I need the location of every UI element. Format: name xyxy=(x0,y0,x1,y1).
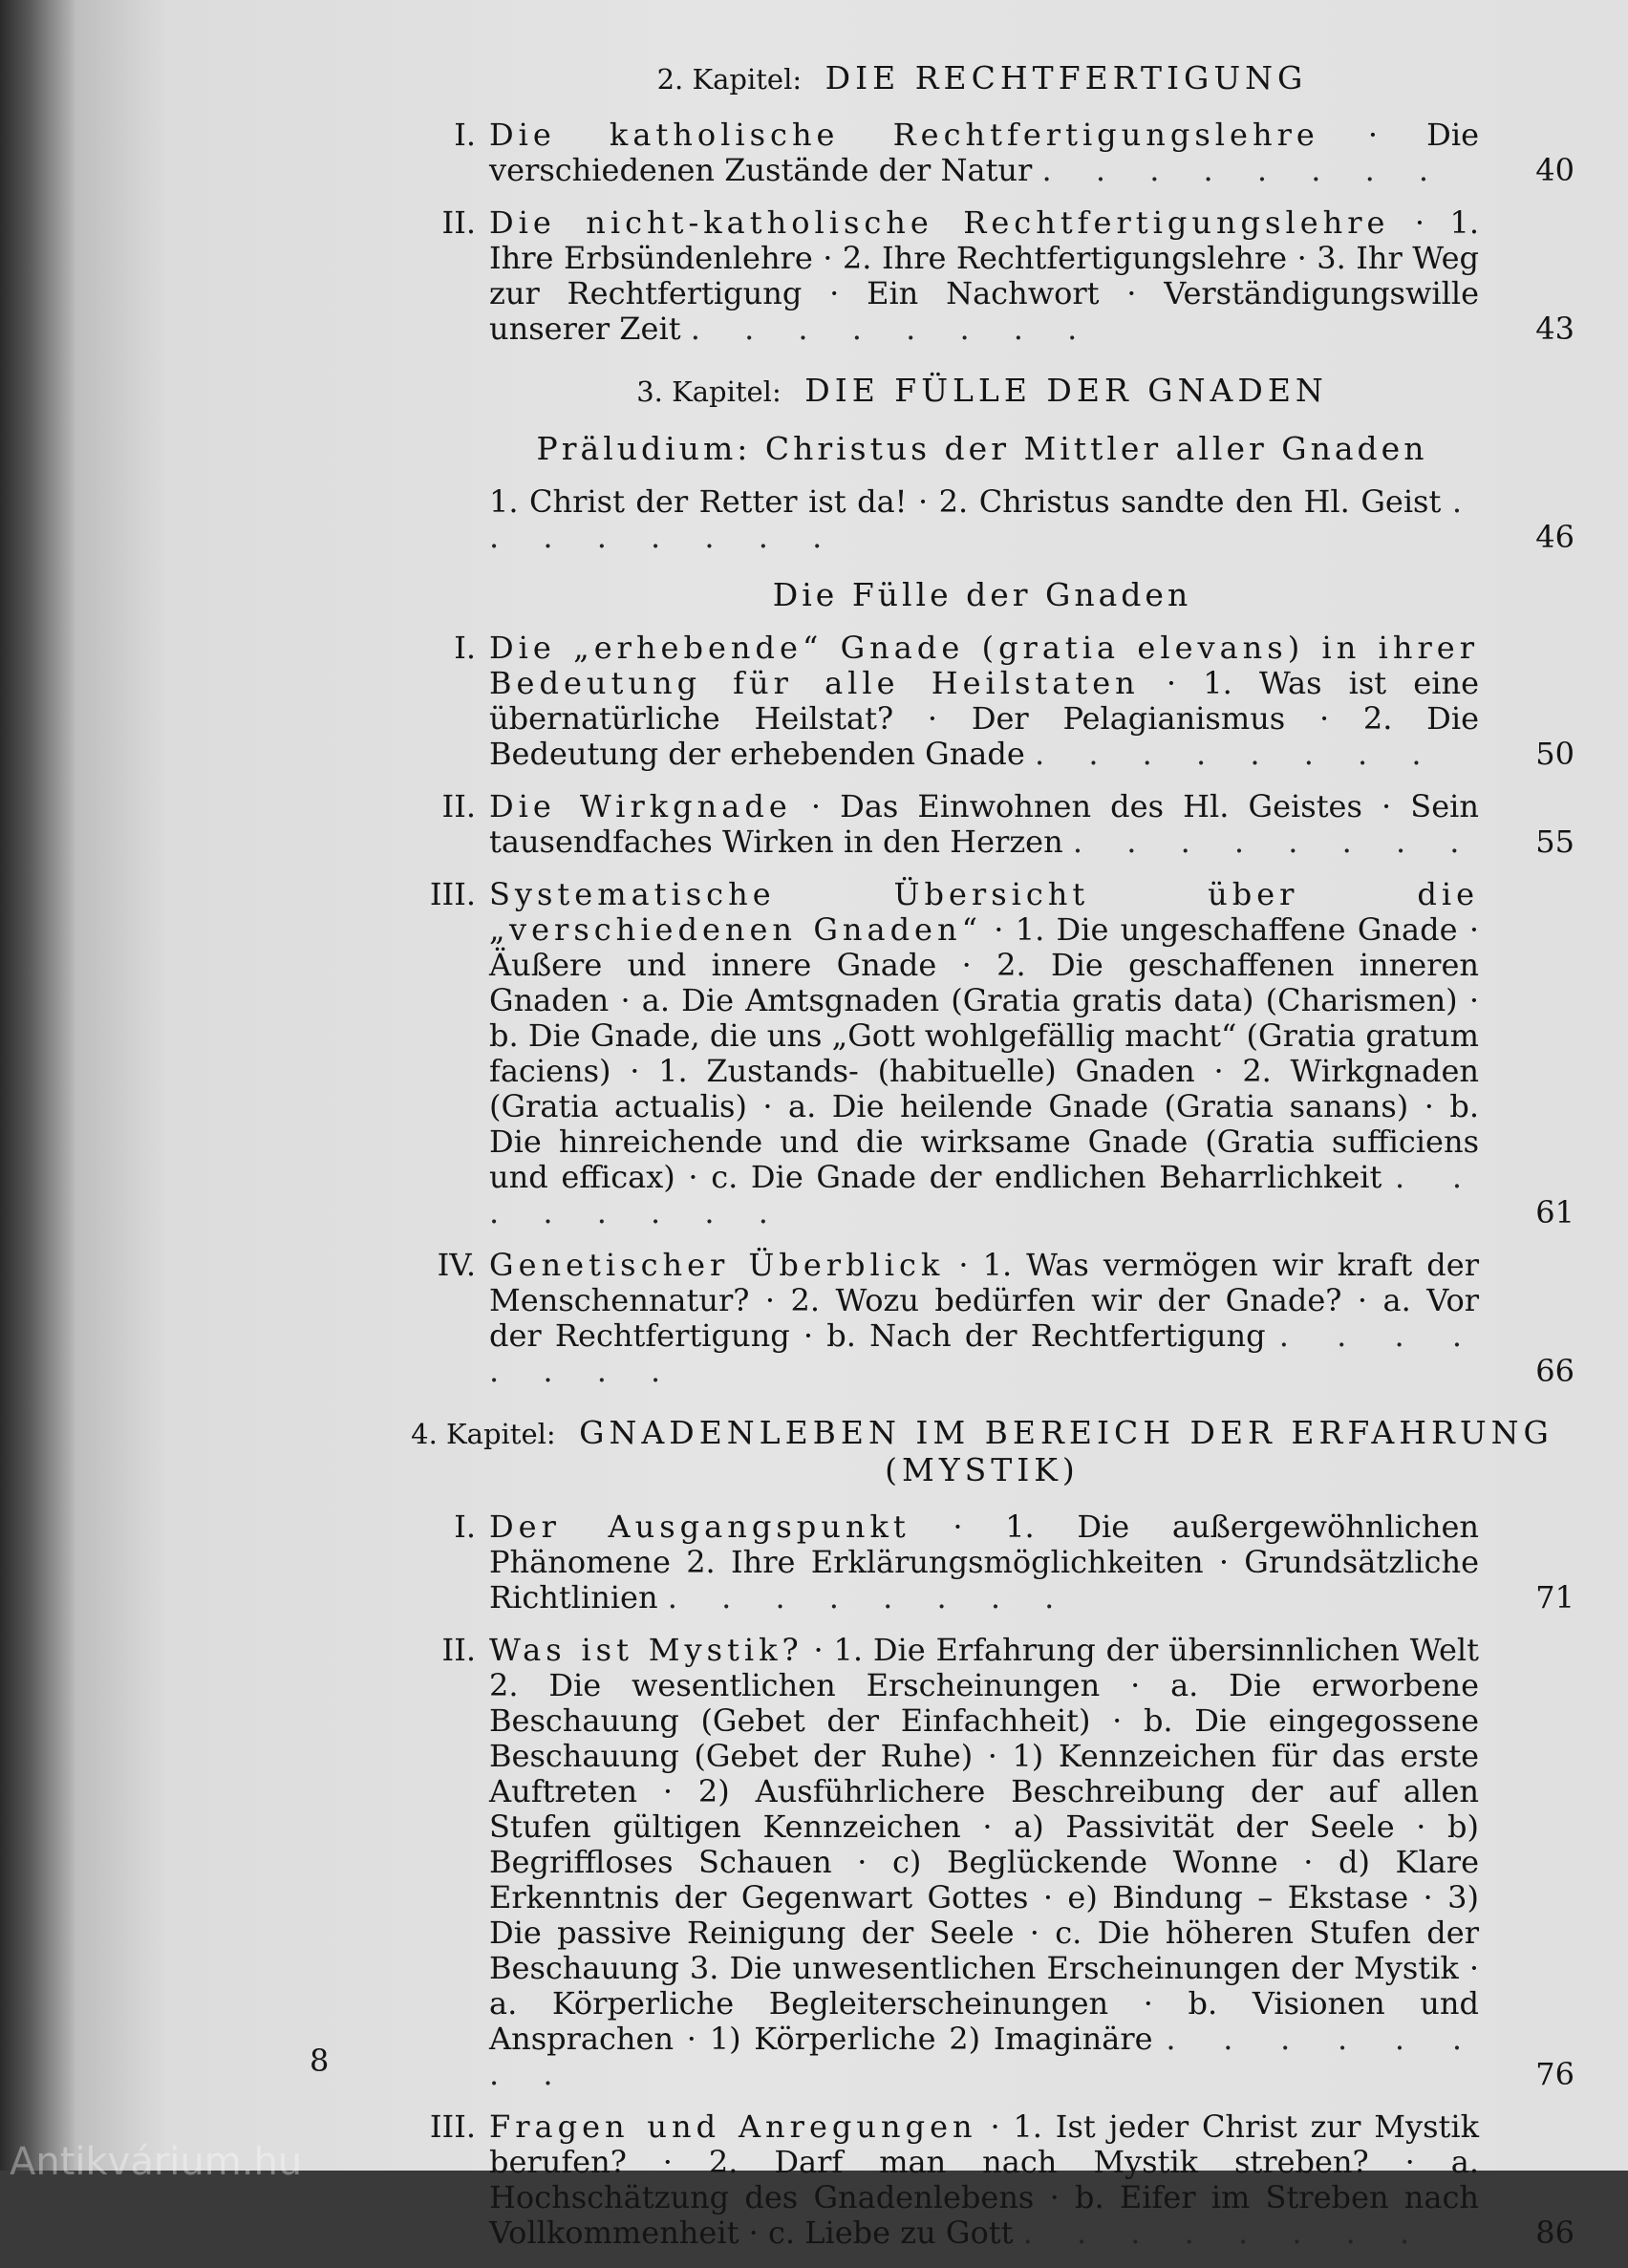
chapter-label: 2. Kapitel: xyxy=(656,63,803,96)
entry-text xyxy=(489,205,1479,347)
prelude-entries xyxy=(332,484,1574,555)
entry-page: 66 xyxy=(1535,1353,1574,1389)
leader-dots: . . . . . . . . xyxy=(1041,152,1446,188)
chapter-heading xyxy=(332,1414,1574,1488)
entry-page: 43 xyxy=(1535,310,1574,347)
entry-text xyxy=(489,789,1479,860)
entry-description: 1. Christ der Retter ist da! · 2. Christus sandte den Hl. Geist xyxy=(489,483,1442,520)
leader-dots: . . . . . . . . xyxy=(1072,824,1477,860)
entry-number: II. xyxy=(441,204,476,241)
chapter-entries xyxy=(332,118,1574,347)
toc-entry xyxy=(332,484,1574,555)
chapter-label: 3. Kapitel: xyxy=(636,375,782,408)
chapter-title: DIE FÜLLE DER GNADEN xyxy=(804,372,1328,409)
entry-description: · 1. Was ist eine übernatürliche Heilstat? · Der Pelagianismus · 2. Die Bedeutung der erhebenden Gnade xyxy=(489,665,1480,772)
watermark: Antikvárium.hu xyxy=(10,2140,303,2184)
entry-page: 40 xyxy=(1535,152,1574,188)
entry-page: 76 xyxy=(1535,2056,1574,2092)
chapter-title: DIE RECHTFERTIGUNG xyxy=(825,59,1308,96)
entry-text xyxy=(489,877,1479,1230)
toc-entry xyxy=(332,2109,1574,2251)
leader-dots: . . . . . . . . xyxy=(489,1317,1479,1389)
entry-description: · 1. Die außergewöhnlichen Phänomene 2. Ihre Erklärungsmöglichkeiten · Grundsätzliche Richtlinien xyxy=(489,1508,1480,1615)
entry-text xyxy=(489,118,1479,188)
entry-heading: Fragen und Anregungen xyxy=(489,2108,977,2145)
entry-number: I. xyxy=(454,117,476,153)
entry-description: · 1. Ist jeder Christ zur Mystik berufen? · 2. Darf man nach Mystik streben? · a. Hochschätzung des Gnadenlebens · b. Eifer im Streben nach Vollkommenheit · c. Liebe zu Gott xyxy=(489,2108,1480,2251)
chapter-title: GNADENLEBEN IM BEREICH DER ERFAHRUNG (MYSTIK) xyxy=(579,1414,1553,1488)
entry-heading: Genetischer Überblick xyxy=(489,1247,945,1283)
entry-description: · 1. Ihre Erbsündenlehre · 2. Ihre Rechtfertigungslehre · 3. Ihr Weg zur Rechtfertigung · Ein Nachwort · Verständigungswille unserer Zeit xyxy=(489,204,1480,347)
table-of-contents xyxy=(332,59,1574,2268)
entry-number: II. xyxy=(441,788,476,824)
leader-dots: . . . . . . . . xyxy=(489,2021,1480,2092)
entry-heading: Die „erhebende“ Gnade (gratia elevans) in ihrer Bedeutung für alle Heilstaten xyxy=(489,630,1479,701)
entry-description: · Das Einwohnen des Hl. Geistes · Sein tausendfaches Wirken in den Herzen xyxy=(489,788,1480,860)
leader-dots: . . . . . . . . xyxy=(489,483,1480,555)
entry-number: III. xyxy=(429,876,476,912)
toc-entry xyxy=(332,631,1574,772)
toc-entry xyxy=(332,1509,1574,1615)
leader-dots: . . . . . . . . xyxy=(489,1159,1480,1230)
entry-page: 71 xyxy=(1535,1579,1574,1615)
toc-entry xyxy=(332,1633,1574,2092)
entry-number: I. xyxy=(454,630,476,666)
entry-number: I. xyxy=(454,1508,476,1545)
prelude-heading: Präludium: Christus der Mittler aller Gnaden xyxy=(536,430,1428,467)
entry-heading: Der Ausgangspunkt xyxy=(489,1508,910,1545)
entry-page: 50 xyxy=(1535,736,1574,772)
book-page xyxy=(75,0,1628,2251)
entry-text xyxy=(489,1509,1479,1615)
entry-description: · Die verschiedenen Zustände der Natur xyxy=(489,117,1480,188)
toc-entry xyxy=(332,877,1574,1230)
entry-text xyxy=(489,631,1479,772)
entry-text xyxy=(489,484,1479,555)
entry-text xyxy=(489,2109,1479,2251)
entry-description: · 1. Die ungeschaffene Gnade · Äußere und innere Gnade · 2. Die geschaffenen inneren Gnaden · a. Die Amtsgnaden (Gratia gratis data) (Charismen) · b. Die Gnade, die uns „Gott wohlgefällig macht“ (Gratia gratum faciens) · 1. Zustands- (habituelle) Gnaden · 2. Wirkgnaden (Gratia actualis) · a. Die heilende Gnade (Gratia sanans) · b. Die hinreichende und die wirksame Gnade (Gratia sufficiens und efficax) · c. Die Gnade der endlichen Beharrlichkeit xyxy=(489,911,1480,1195)
chapter-heading xyxy=(332,59,1574,96)
entry-page: 55 xyxy=(1535,824,1574,860)
entry-number: III. xyxy=(429,2108,476,2145)
entry-number: IV. xyxy=(437,1247,476,1283)
leader-dots: . . . . . . . . xyxy=(690,310,1095,347)
leader-dots: . . . . . . . . xyxy=(1034,736,1439,772)
chapter-entries xyxy=(332,631,1574,1389)
entry-page: 61 xyxy=(1535,1194,1574,1230)
toc-entry xyxy=(332,118,1574,188)
chapter-label: 4. Kapitel: xyxy=(411,1418,556,1450)
toc-entry xyxy=(332,789,1574,860)
entry-text xyxy=(489,1633,1479,2092)
entry-page: 86 xyxy=(1535,2215,1574,2251)
page-number: 8 xyxy=(310,2043,330,2079)
entry-heading: Was ist Mystik? xyxy=(489,1632,803,1668)
toc-entry xyxy=(332,1248,1574,1389)
leader-dots: . . . . . . . . xyxy=(1022,2215,1427,2251)
entry-description: · 1. Die Erfahrung der übersinnlichen Welt 2. Die wesentlichen Erscheinungen · a. Die erworbene Beschauung (Gebet der Einfachheit) · b. Die eingegossene Beschauung (Gebet der Ruhe) · 1) Kennzeichen für das erste Auftreten · 2) Ausführlichere Beschreibung der auf allen Stufen gültigen Kennzeichen · a) Passivität der Seele · b) Begriffloses Schauen · c) Beglückende Wonne · d) Klare Erkenntnis der Gegenwart Gottes · e) Bindung – Ekstase · 3) Die passive Reinigung der Seele · c. Die höheren Stufen der Beschauung 3. Die unwesentlichen Erscheinungen der Mystik · a. Körperliche Begleiterscheinungen · b. Visionen und Ansprachen · 1) Körperliche 2) Imaginäre xyxy=(489,1632,1480,2057)
entry-heading: Die nicht-katholische Rechtfertigungslehre xyxy=(489,204,1390,241)
toc-entry xyxy=(332,205,1574,347)
chapter-heading xyxy=(332,372,1574,409)
book-spine xyxy=(0,0,75,2171)
entry-number: II. xyxy=(441,1632,476,1668)
chapter-entries xyxy=(332,1509,1574,2251)
section-heading: Die Fülle der Gnaden xyxy=(772,576,1192,613)
leader-dots: . . . . . . . . xyxy=(667,1579,1072,1615)
entry-page: 46 xyxy=(1535,519,1574,555)
entry-text xyxy=(489,1248,1479,1389)
entry-number xyxy=(332,484,489,555)
entry-heading: Die Wirkgnade xyxy=(489,788,792,824)
entry-heading: Systematische Übersicht über die „verschiedenen Gnaden“ xyxy=(489,876,1479,948)
entry-heading: Die katholische Rechtfertigungslehre xyxy=(489,117,1319,153)
entry-description: · 1. Was vermögen wir kraft der Menschennatur? · 2. Wozu bedürfen wir der Gnade? · a. Vor der Rechtfertigung · b. Nach der Rechtfertigung xyxy=(489,1247,1480,1354)
